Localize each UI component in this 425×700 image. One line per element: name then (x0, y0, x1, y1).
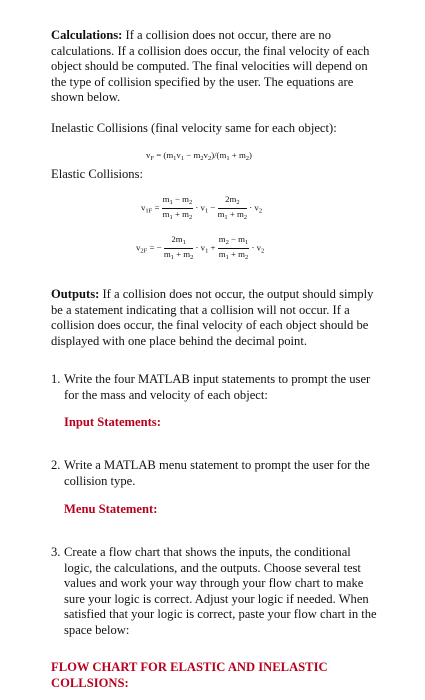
outputs-text: If a collision does not occur, the output should simply be a statement indicating that a collision will not occur. If a collision does occur, the final velocity of each object should be displayed with one place behind the decimal point. (51, 287, 374, 348)
calculations-paragraph (51, 28, 381, 106)
question-1-text: Write the four MATLAB input statements to prompt the user for the mass and velocity of each object: (64, 372, 371, 402)
calculations-text: If a collision does not occur, there are no calculations. If a collision does occur, the final velocity of each object should be computed. The final velocities will depend on the type of collision specified by the user. The equations are shown below. (51, 28, 370, 105)
elastic-equation-2: $v_{2F}$ = − $\frac{2m_1}{m_1 + m_2}$ · $v_1$ + $\frac{m_2 - m_1}{m_1 + m_2}$ · $v_2$ (136, 234, 265, 261)
flowchart-heading: FLOW CHART FOR ELASTIC AND INELASTIC COLLSIONS: (51, 660, 328, 690)
outputs-label: Outputs: (51, 287, 100, 301)
menu-statement-label: Menu Statement: (64, 502, 158, 516)
question-2-number: 2. (51, 458, 61, 472)
question-3-text: Create a flow chart that shows the inputs, the conditional logic, the calculations, and the outputs. Choose several test values and work your way through your flow chart to make sure your logic is correct. Adjust your logic if needed. When satisfied that your logic is correct, paste your flow chart in the space below: (64, 545, 377, 637)
inelastic-heading: Inelastic Collisions (final velocity same for each object): (51, 121, 337, 135)
input-statements-label: Input Statements: (64, 415, 161, 429)
inelastic-equation: $v_F = (m_1v_1 - m_2v_2)/(m_1 + m_2)$ (146, 150, 252, 162)
outputs-paragraph (51, 287, 381, 349)
question-3 (51, 545, 381, 639)
calculations-label: Calculations: (51, 28, 123, 42)
question-3-number: 3. (51, 545, 61, 559)
elastic-equation-1: $v_{1F}$ = $\frac{m_1 - m_2}{m_1 + m_2}$ · $v_1$ − $\frac{2m_2}{m_1 + m_2}$ · $v_2$ (141, 194, 263, 221)
question-1-number: 1. (51, 372, 61, 386)
question-2-text: Write a MATLAB menu statement to prompt the user for the collision type. (64, 458, 370, 488)
elastic-heading: Elastic Collisions: (51, 167, 144, 181)
question-1 (51, 372, 381, 403)
question-2 (51, 458, 381, 489)
